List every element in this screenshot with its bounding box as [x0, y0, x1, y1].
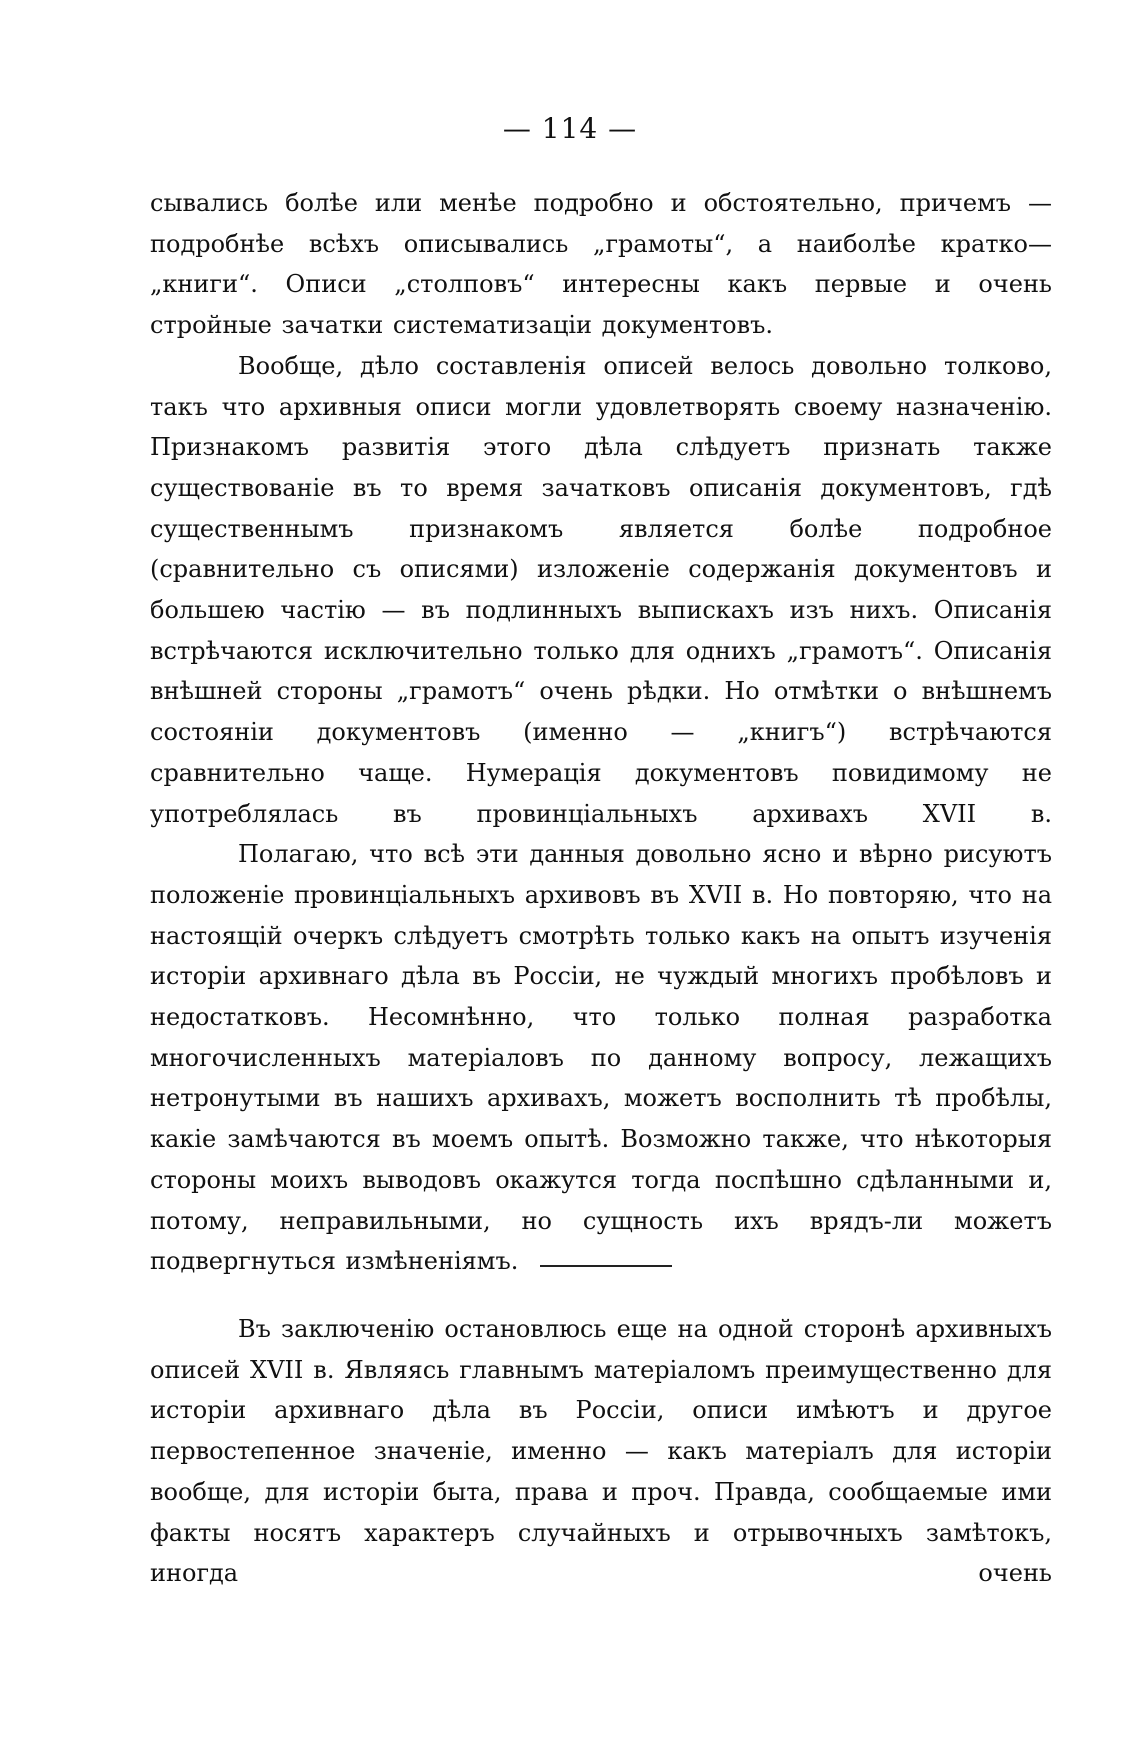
paragraph-4: Въ заключенію остановлюсь еще на одной сторонѣ архивныхъ описей XVII в. Являясь главнымъ матеріаломъ преимущественно для исторіи архивнаго дѣла въ Россіи, описи имѣютъ и другое первостепенное значеніе, именно — какъ матеріалъ для исторіи вообще, для исторіи быта, права и проч. Правда, сообщаемые ими факты носятъ характеръ случайныхъ и отрывочныхъ замѣтокъ, иногда очень [150, 1315, 1052, 1588]
paragraph-1: сывались болѣе или менѣе подробно и обстоятельно, причемъ — подробнѣе всѣхъ описывались „грамоты“, а наиболѣе кратко—„книги“. Описи „столповъ“ интересны какъ первые и очень стройные зачатки систематизаціи документовъ. [150, 189, 1052, 340]
section-divider [540, 1265, 672, 1267]
text-block-bottom [150, 1309, 1052, 1594]
paragraph-3: Полагаю, что всѣ эти данныя довольно ясно и вѣрно рисуютъ положеніе провинціальныхъ архивовъ въ XVII в. Но повторяю, что на настоящій очеркъ слѣдуетъ смотрѣть только какъ на опытъ изученія исторіи архивнаго дѣла въ Россіи, не чуждый многихъ пробѣловъ и недостатковъ. Несомнѣнно, что только полная разработка многочисленныхъ матеріаловъ по данному вопросу, лежащихъ нетронутыми въ нашихъ архивахъ, можетъ восполнить тѣ пробѣлы, какіе замѣчаются въ моемъ опытѣ. Возможно также, что нѣкоторыя стороны моихъ выводовъ окажутся тогда поспѣшно сдѣланными и, потому, неправильными, но сущность ихъ врядъ-ли можетъ подвергнуться измѣненіямъ. [150, 840, 1052, 1276]
paragraph-2: Вообще, дѣло составленія описей велось довольно толково, такъ что архивныя описи могли удовлетворять своему назначенію. Признакомъ развитія этого дѣла слѣдуетъ признать также существованіе въ то время зачатковъ описанія документовъ, гдѣ существеннымъ признакомъ является болѣе подробное (сравнительно съ описями) изложеніе содержанія документовъ и большею частію — въ подлинныхъ выпискахъ изъ нихъ. Описанія встрѣчаются исключительно только для однихъ „грамотъ“. Описанія внѣшней стороны „грамотъ“ очень рѣдки. Но отмѣтки о внѣшнемъ состояніи документовъ (именно — „книгъ“) встрѣчаются сравнительно чаще. Нумерація документовъ повидимому не употреблялась въ провинціальныхъ архивахъ XVII в. [150, 351, 1052, 828]
page-number: — 114 — [502, 112, 638, 145]
text-block-top [150, 183, 1052, 1282]
